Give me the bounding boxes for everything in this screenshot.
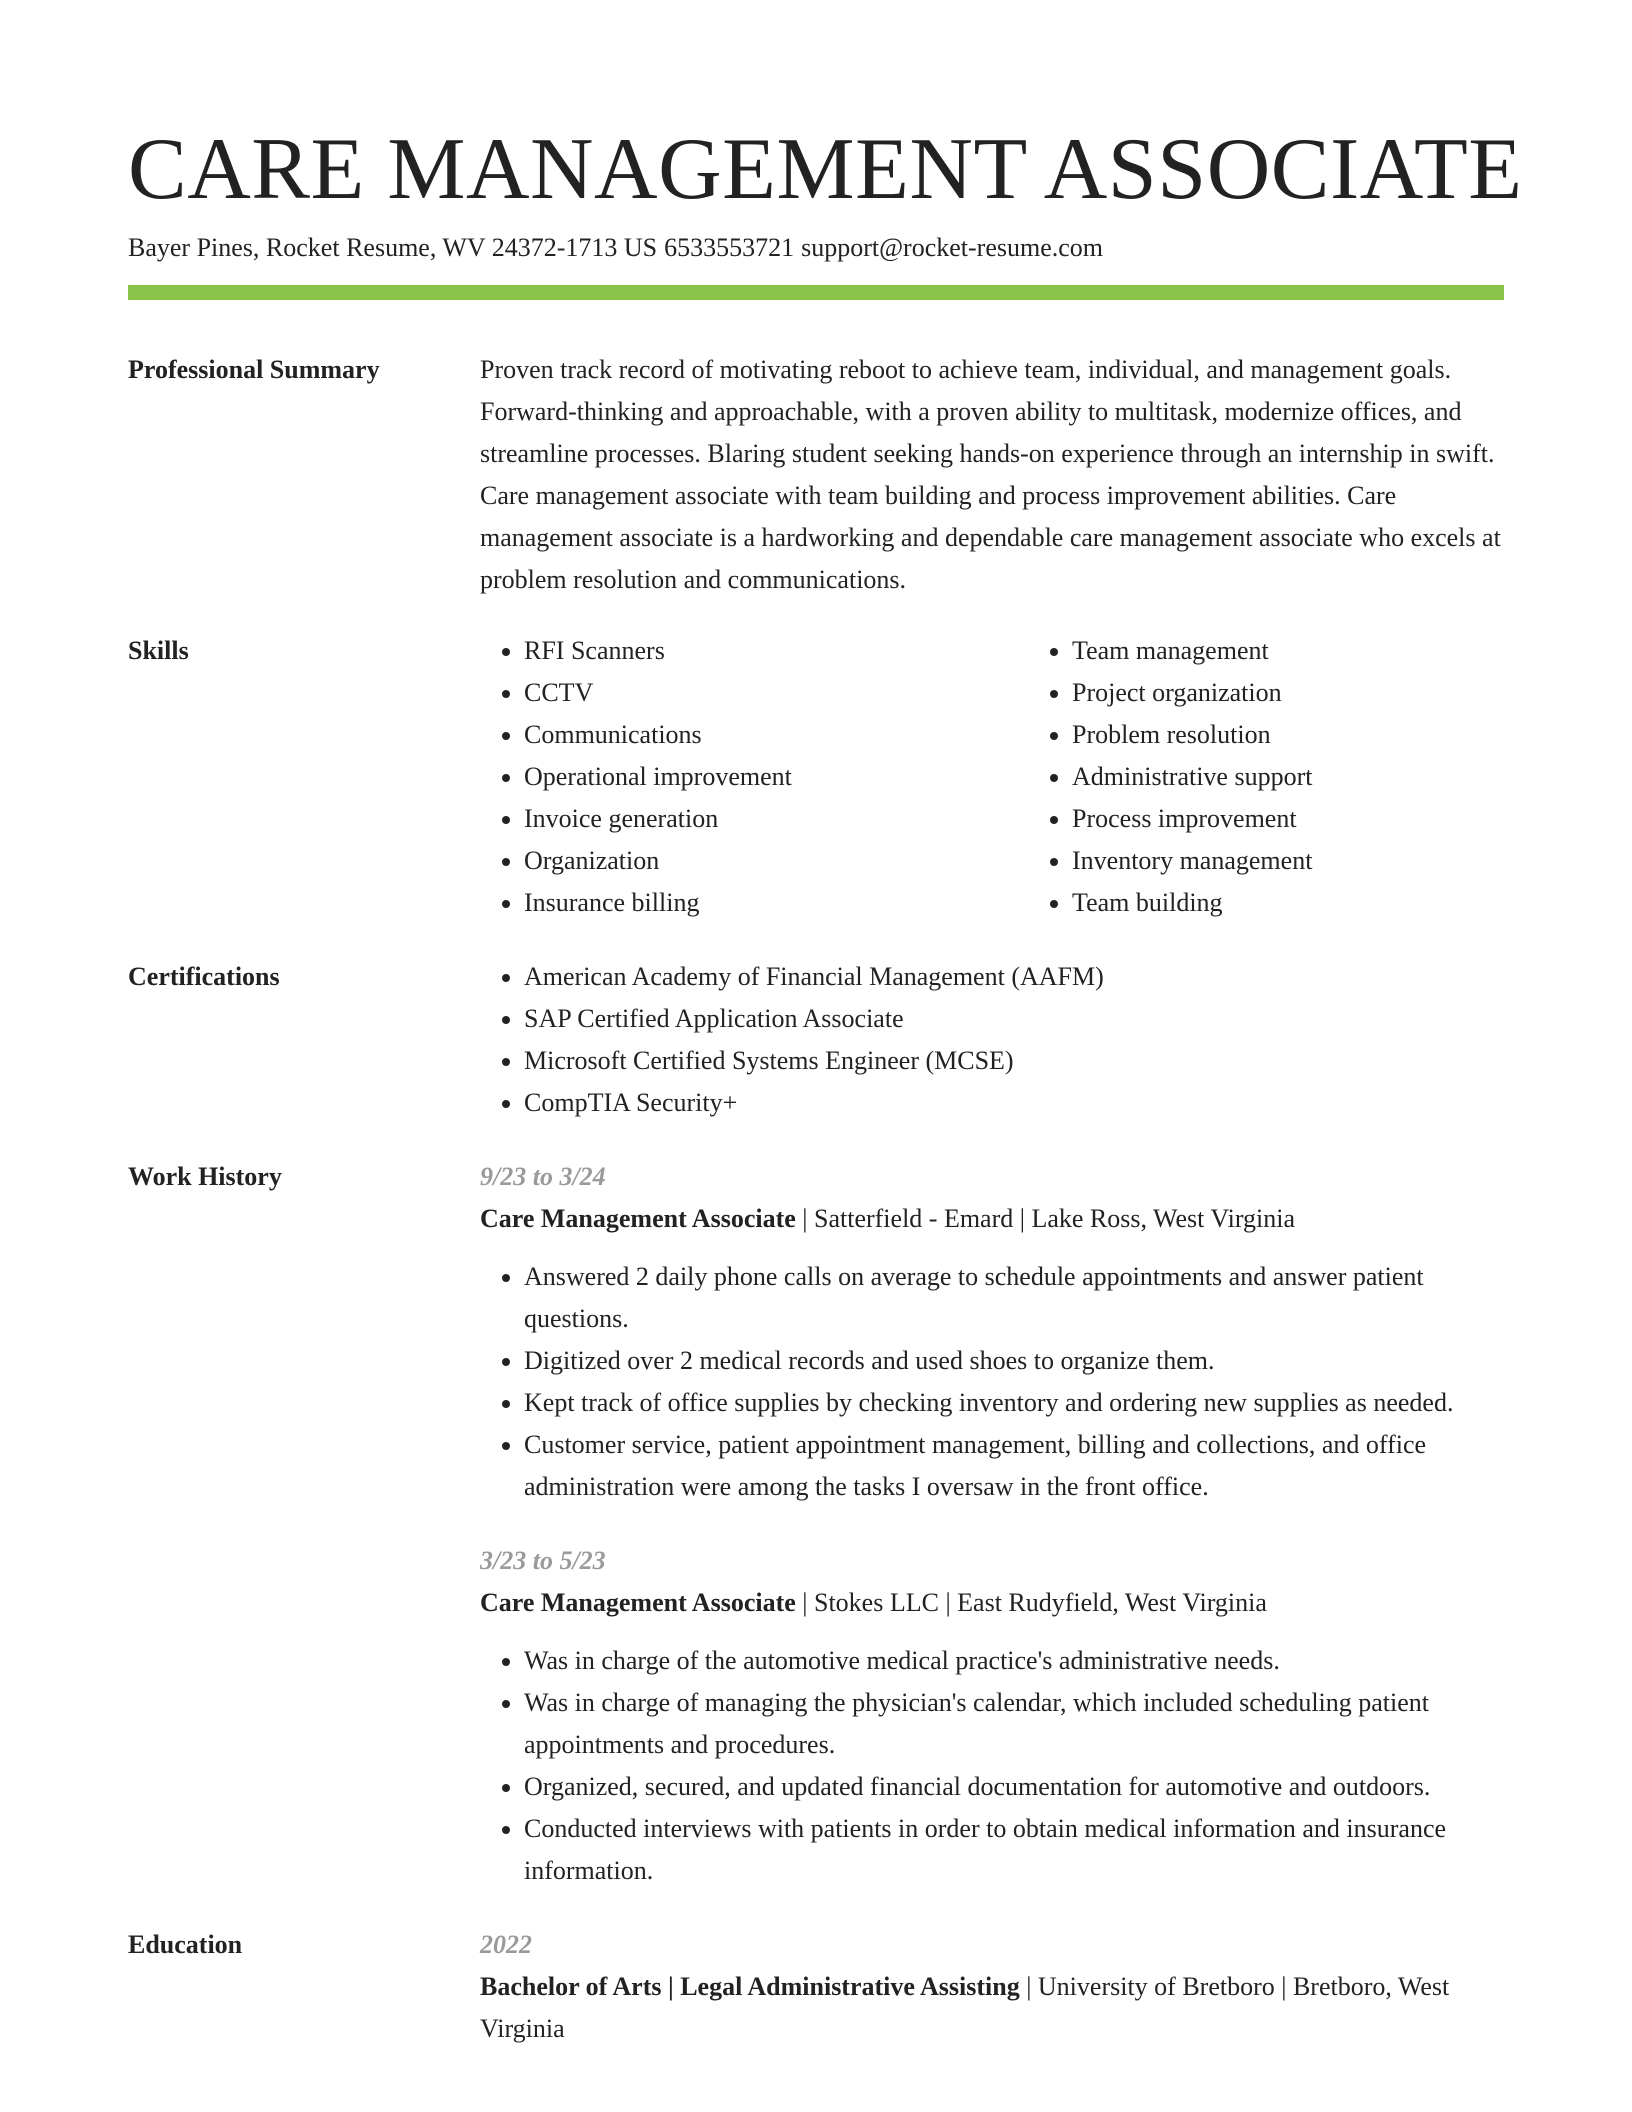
certifications-section (128, 956, 1504, 1124)
summary-section (128, 349, 1504, 601)
contact-address: Bayer Pines, Rocket Resume, WV 24372-1713 US (128, 233, 658, 262)
skills-list-left (480, 630, 1028, 924)
job-employer-location: | Stokes LLC | East Rudyfield, West Virginia (795, 1588, 1267, 1617)
job-duty: • Was in charge of managing the physician's calendar, which included scheduling patient appointments and procedures. (524, 1682, 1504, 1766)
job-title: Care Management Associate (480, 1588, 796, 1617)
job-duty: • Answered 2 daily phone calls on average to schedule appointments and answer patient questions. (524, 1256, 1504, 1340)
skill-item: • Process improvement (1072, 798, 1576, 840)
skill-item: • Project organization (1072, 672, 1576, 714)
job-title-line (480, 1582, 1504, 1624)
certification-item: • Microsoft Certified Systems Engineer (MCSE) (524, 1040, 1504, 1082)
job-title-line (480, 1198, 1504, 1240)
job-dates: 9/23 to 3/24 (480, 1162, 606, 1191)
contact-line (128, 230, 1504, 266)
job-entry (480, 1156, 1504, 1508)
education-section (128, 1924, 1504, 2050)
education-degree: Bachelor of Arts | Legal Administrative Assisting (480, 1972, 1020, 2001)
skill-item: • Team building (1072, 882, 1576, 924)
job-duty: • Customer service, patient appointment management, billing and collections, and office administration were among the tasks I oversaw in the front office. (524, 1424, 1504, 1508)
certification-item: • American Academy of Financial Management (AAFM) (524, 956, 1504, 998)
certification-item: • CompTIA Security+ (524, 1082, 1504, 1124)
skill-item: • Organization (524, 840, 1028, 882)
skill-item: • Team management (1072, 630, 1576, 672)
job-duty: • Organized, secured, and updated financial documentation for automotive and outdoors. (524, 1766, 1504, 1808)
skill-item: • Problem resolution (1072, 714, 1576, 756)
candidate-name: CARE MANAGEMENT ASSOCIATE (128, 121, 1523, 218)
job-duty: • Digitized over 2 medical records and used shoes to organize them. (524, 1340, 1504, 1382)
skill-item: • CCTV (524, 672, 1028, 714)
skill-item: • Administrative support (1072, 756, 1576, 798)
skill-item: • Invoice generation (524, 798, 1028, 840)
summary-text: Proven track record of motivating reboot to achieve team, individual, and management goals. Forward-thinking and approachable, with a proven ability to multitask, modernize offices, and streamline processes. Blaring student seeking hands-on experience through an internship in swift. Care management associate with team building and process improvement abilities. Care management associate is a hardworking and dependable care management associate who excels at problem resolution and communications. (480, 355, 1501, 594)
job-duty: • Was in charge of the automotive medical practice's administrative needs. (524, 1640, 1504, 1682)
job-duty: • Kept track of office supplies by checking inventory and ordering new supplies as needed. (524, 1382, 1504, 1424)
skill-item: • RFI Scanners (524, 630, 1028, 672)
skill-item: • Inventory management (1072, 840, 1576, 882)
job-employer-location: | Satterfield - Emard | Lake Ross, West Virginia (795, 1204, 1296, 1233)
section-heading-education: Education (128, 1930, 243, 1959)
contact-email: support@rocket-resume.com (801, 233, 1104, 262)
job-duties-list (480, 1256, 1504, 1508)
section-heading-certifications: Certifications (128, 962, 280, 991)
job-duties-list (480, 1640, 1504, 1892)
job-title: Care Management Associate (480, 1204, 796, 1233)
accent-divider (128, 285, 1504, 300)
skill-item: • Operational improvement (524, 756, 1028, 798)
education-line (480, 1966, 1504, 2050)
section-heading-summary: Professional Summary (128, 355, 380, 384)
certification-item: • SAP Certified Application Associate (524, 998, 1504, 1040)
skill-item: • Insurance billing (524, 882, 1028, 924)
job-entry (480, 1540, 1504, 1892)
certifications-list (480, 956, 1504, 1124)
skills-section (128, 630, 1504, 924)
work-history-section (128, 1156, 1504, 1892)
section-heading-work-history: Work History (128, 1162, 282, 1191)
education-school-location: | University of Bretboro | Bretboro, West Virginia (480, 1972, 1450, 2043)
skill-item: • Communications (524, 714, 1028, 756)
education-year: 2022 (480, 1930, 532, 1959)
skills-columns (480, 630, 1504, 924)
section-heading-skills: Skills (128, 636, 189, 665)
contact-phone: 6533553721 (664, 233, 795, 262)
job-duty: • Conducted interviews with patients in order to obtain medical information and insurance information. (524, 1808, 1504, 1892)
skills-list-right (1028, 630, 1576, 924)
job-dates: 3/23 to 5/23 (480, 1546, 606, 1575)
